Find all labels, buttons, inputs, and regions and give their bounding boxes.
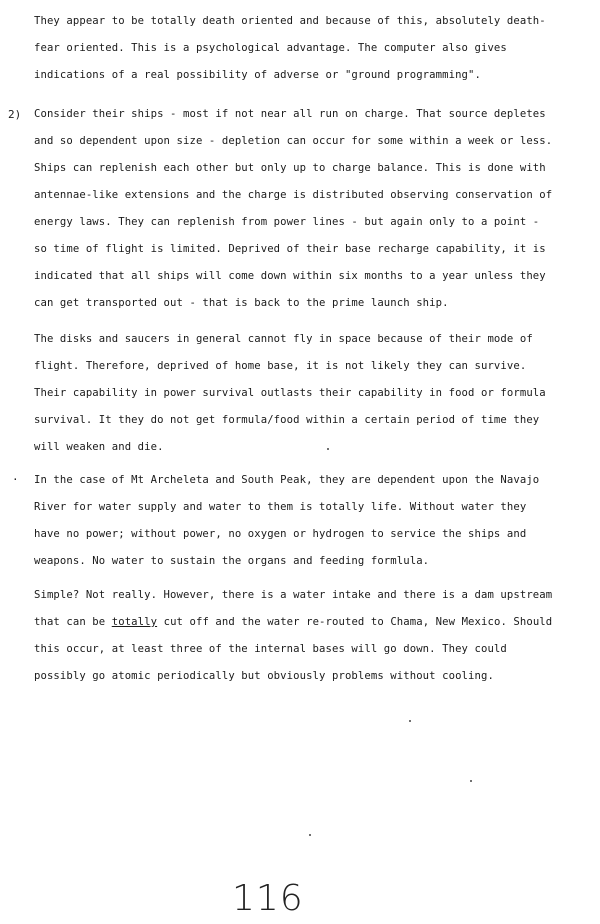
page-number: 116	[232, 878, 304, 919]
paragraph-death-oriented: They appear to be totally death oriented and because of this, absolutely death- fear oriented. This is a psychological advantage. The computer also gives indications of a real possibility of adverse or "ground programming".	[34, 15, 546, 81]
paragraph-text-after: cut off and the water re-routed to Chama, New Mexico. Should this occur, at least three of the internal bases will go down. They could possibly go atomic periodically but obviously problems without cooling.	[34, 616, 553, 682]
paragraph-ships-charge: Consider their ships - most if not near all run on charge. That source depletes and so dependent upon size - depletion can occur for some within a week or less. Ships can replenish each other but only up to charge balance. This is done with antennae-like extensions and the charge is distributed observing conservation of energy laws. They can replenish from power lines - but again only to a point - so time of flight is limited. Deprived of their base recharge capability, it is indicated that all ships will come down within six months to a year unless they can get transported out - that is back to the prime launch ship.	[34, 108, 553, 309]
scan-speck	[470, 780, 472, 782]
paragraph-water-supply: In the case of Mt Archeleta and South Peak, they are dependent upon the Navajo River for water supply and water to them is totally life. Without water they have no power; without power, no oxygen or hydrogen to service the ships and weapons. No water to sustain the organs and feeding formlula.	[34, 474, 540, 567]
scan-speck	[309, 834, 311, 836]
scan-speck	[409, 720, 411, 722]
paragraph-disks-saucers: The disks and saucers in general cannot fly in space because of their mode of flight. Therefore, deprived of home base, it is not likely they can survive. Their capability in power survival outlasts their capability in food or formula survival. It they do not get formula/food within a certain period of time they will weaken and die.	[34, 333, 546, 453]
scan-speck	[327, 448, 329, 450]
paragraph-simple-not-really	[34, 582, 584, 690]
underlined-word-totally: totally	[111, 616, 158, 628]
bullet-marker: ·	[12, 473, 19, 486]
paragraph-text-before: Simple? Not really. However, there is a water intake and there is a dam upstream that can be	[34, 589, 553, 628]
item-number-2: 2)	[8, 108, 22, 121]
